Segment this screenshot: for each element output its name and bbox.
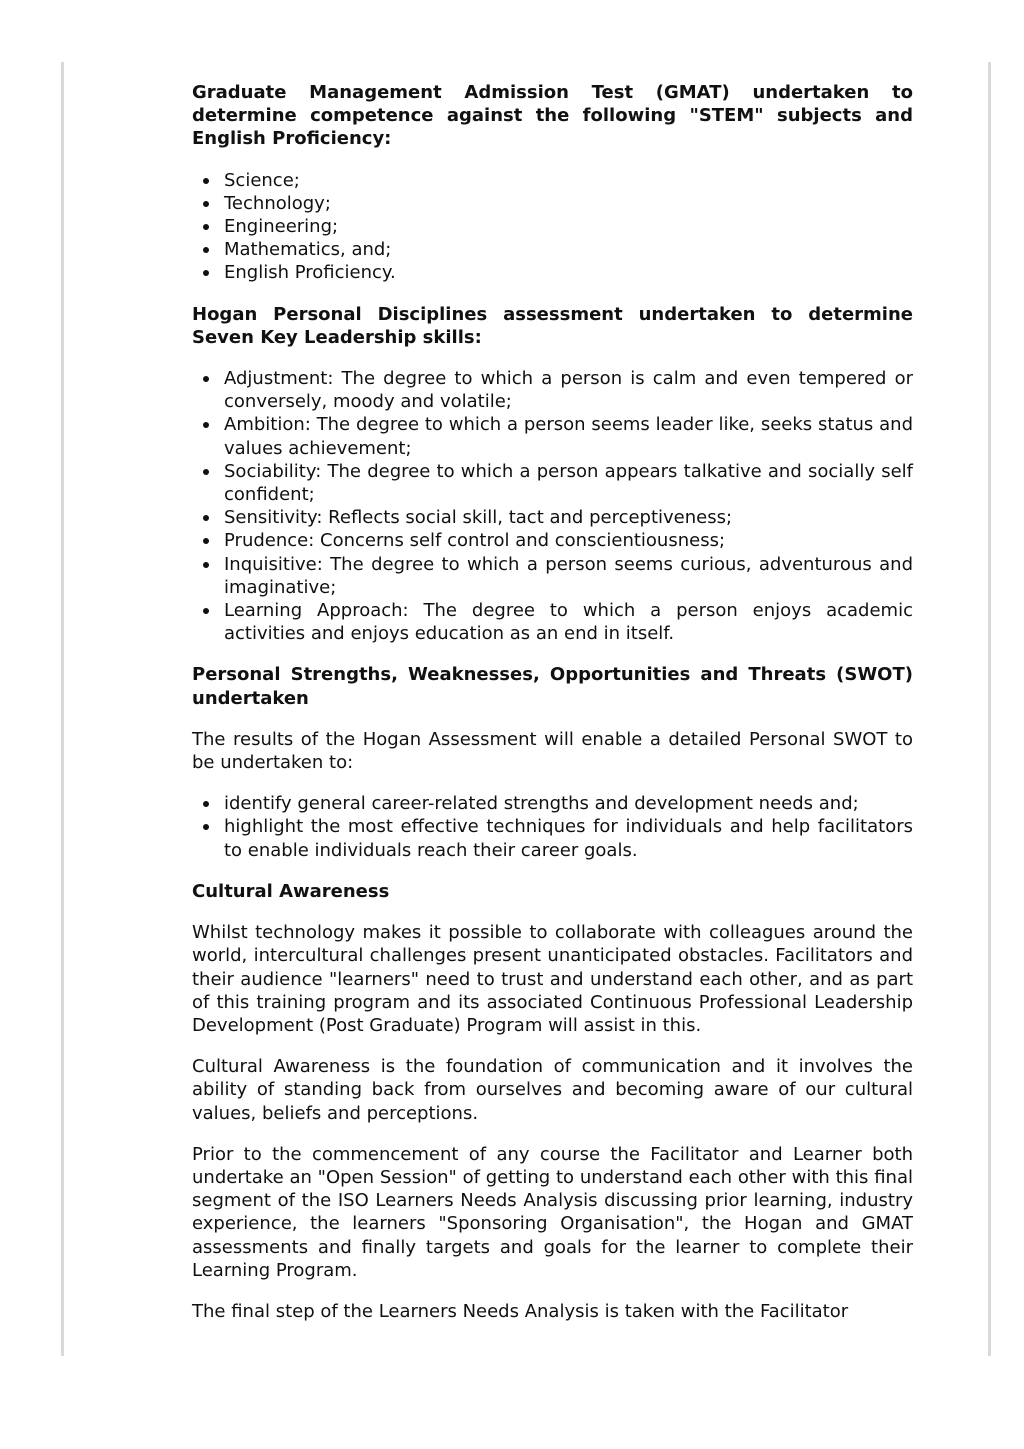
list-item: Mathematics, and; [224, 238, 913, 261]
gmat-heading: Graduate Management Admission Test (GMAT) undertaken to determine competence against the following "STEM" subjects and English Proficiency: [192, 82, 913, 150]
cultural-awareness-heading: Cultural Awareness [192, 880, 390, 902]
cultural-paragraph: Whilst technology makes it possible to collaborate with colleagues around the world, intercultural challenges present unanticipated obstacles. Facilitators and their audience "learners" need to trust and understand each other, and as part of this training program and its associated Continuous Professional Leadership Development (Post Graduate) Program will assist in this. [192, 922, 913, 1036]
list-item: Sociability: The degree to which a person appears talkative and socially self confident; [224, 460, 913, 506]
list-item: English Proficiency. [224, 261, 913, 284]
gmat-subject-list [192, 169, 913, 285]
list-item: Ambition: The degree to which a person seems leader like, seeks status and values achievement; [224, 414, 913, 459]
hogan-skills-list [192, 367, 913, 645]
list-item: Engineering; [224, 215, 913, 238]
swot-list [192, 792, 913, 862]
hogan-heading: Hogan Personal Disciplines assessment undertaken to determine Seven Key Leadership skills: [192, 303, 913, 348]
right-border-rule [988, 62, 991, 1356]
document-content [192, 81, 913, 1323]
left-border-rule [61, 62, 64, 1356]
swot-heading: Personal Strengths, Weaknesses, Opportunities and Threats (SWOT) undertaken [192, 664, 913, 709]
list-item: Prudence: Concerns self control and conscientiousness; [224, 529, 913, 552]
list-item: Science; [224, 169, 913, 192]
list-item: Inquisitive: The degree to which a person seems curious, adventurous and imaginative; [224, 553, 913, 598]
list-item: Adjustment: The degree to which a person is calm and even tempered or conversely, moody and volatile; [224, 368, 913, 413]
list-item: Technology; [224, 192, 913, 215]
cultural-paragraph: Prior to the commencement of any course the Facilitator and Learner both undertake an "Open Session" of getting to understand each other with this final segment of the ISO Learners Needs Analysis discussing prior learning, industry experience, the learners "Sponsoring Organisation", the Hogan and GMAT assessments and finally targets and goals for the learner to complete their Learning Program. [192, 1143, 913, 1281]
list-item: Sensitivity: Reflects social skill, tact and perceptiveness; [224, 506, 913, 529]
cultural-paragraph-partial: The final step of the Learners Needs Analysis is taken with the Facilitator [192, 1300, 849, 1322]
list-item: identify general career-related strengths and development needs and; [224, 792, 913, 815]
list-item: highlight the most effective techniques for individuals and help facilitators to enable individuals reach their career goals. [224, 816, 913, 861]
cultural-paragraph: Cultural Awareness is the foundation of communication and it involves the ability of standing back from ourselves and becoming aware of our cultural values, beliefs and perceptions. [192, 1056, 913, 1124]
list-item: Learning Approach: The degree to which a person enjoys academic activities and enjoys education as an end in itself. [224, 600, 913, 645]
swot-intro-paragraph: The results of the Hogan Assessment will enable a detailed Personal SWOT to be undertaken to: [192, 728, 913, 774]
